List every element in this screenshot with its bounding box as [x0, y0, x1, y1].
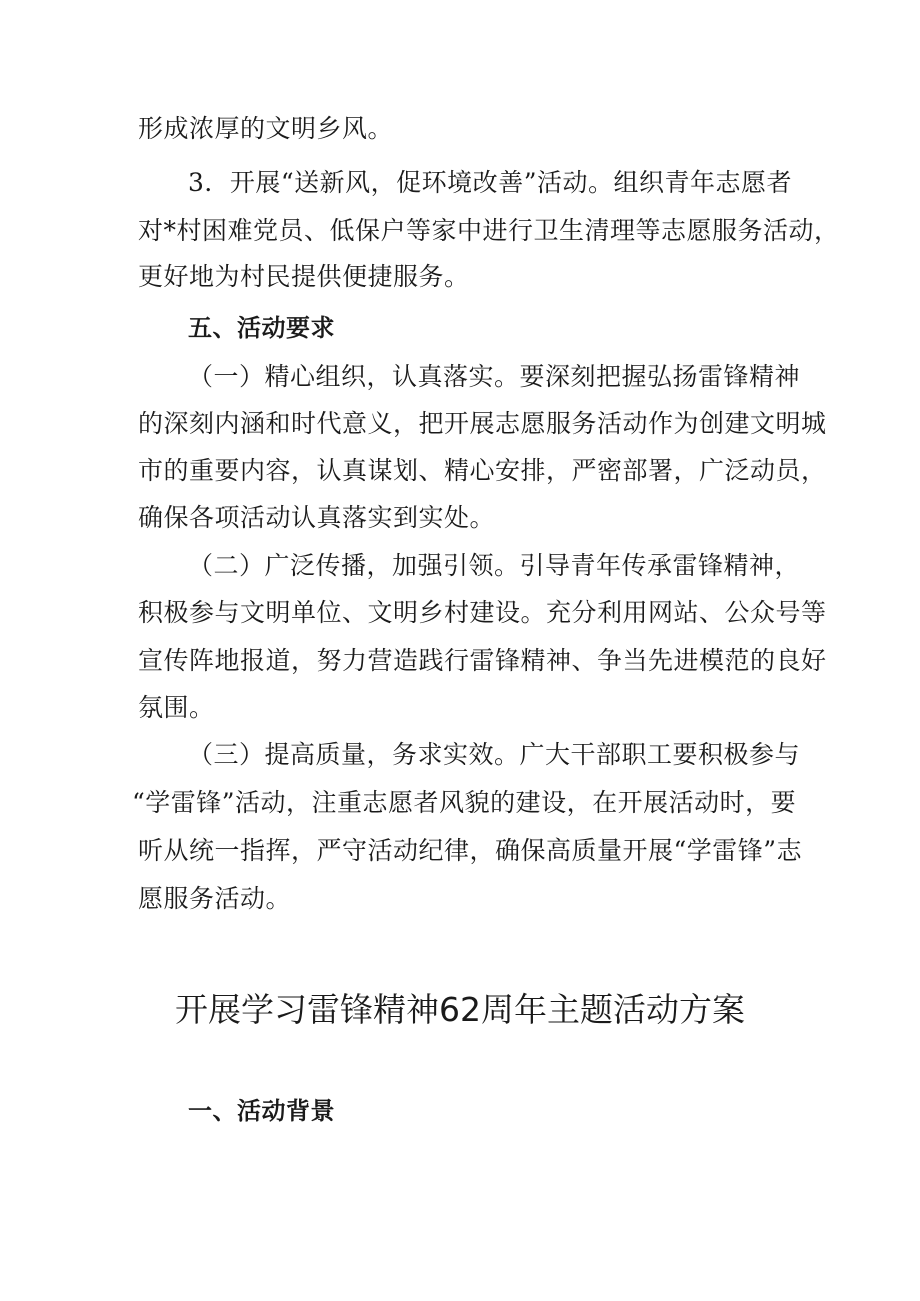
- paragraph-line: “学雷锋”活动，注重志愿者风貌的建设，在开展活动时，要: [132, 788, 797, 817]
- paragraph-line: 积极参与文明单位、文明乡村建设。充分利用网站、公众号等: [138, 598, 827, 627]
- paragraph-line: 愿服务活动。: [138, 884, 292, 913]
- paragraph-line: 的深刻内涵和时代意义，把开展志愿服务活动作为创建文明城: [138, 409, 827, 438]
- paragraph-line: （三）提高质量，务求实效。广大干部职工要积极参与: [188, 740, 801, 769]
- section-heading: 一、活动背景: [188, 1097, 335, 1125]
- paragraph-line: 更好地为村民提供便捷服务。: [138, 262, 470, 291]
- paragraph-line: 氛围。: [138, 693, 215, 722]
- paragraph-line: 形成浓厚的文明乡风。: [138, 114, 394, 143]
- document-title: 开展学习雷锋精神62周年主题活动方案: [175, 990, 745, 1029]
- paragraph-line: 对*村困难党员、低保户等家中进行卫生清理等志愿服务活动，: [138, 216, 840, 245]
- paragraph-line: （一）精心组织，认真落实。要深刻把握弘扬雷锋精神: [188, 362, 801, 391]
- paragraph-line: 听从统一指挥，严守活动纪律，确保高质量开展“学雷锋”志: [138, 836, 803, 865]
- paragraph-line: 宣传阵地报道，努力营造践行雷锋精神、争当先进模范的良好: [138, 646, 827, 675]
- section-heading: 五、活动要求: [188, 314, 335, 342]
- paragraph-line: 市的重要内容，认真谋划、精心安排，严密部署，广泛动员，: [138, 456, 827, 485]
- paragraph-line: 确保各项活动认真落实到实处。: [138, 503, 496, 532]
- paragraph-line: 3．开展“送新风，促环境改善”活动。组织青年志愿者: [188, 168, 792, 197]
- paragraph-line: （二）广泛传播，加强引领。引导青年传承雷锋精神，: [188, 551, 801, 580]
